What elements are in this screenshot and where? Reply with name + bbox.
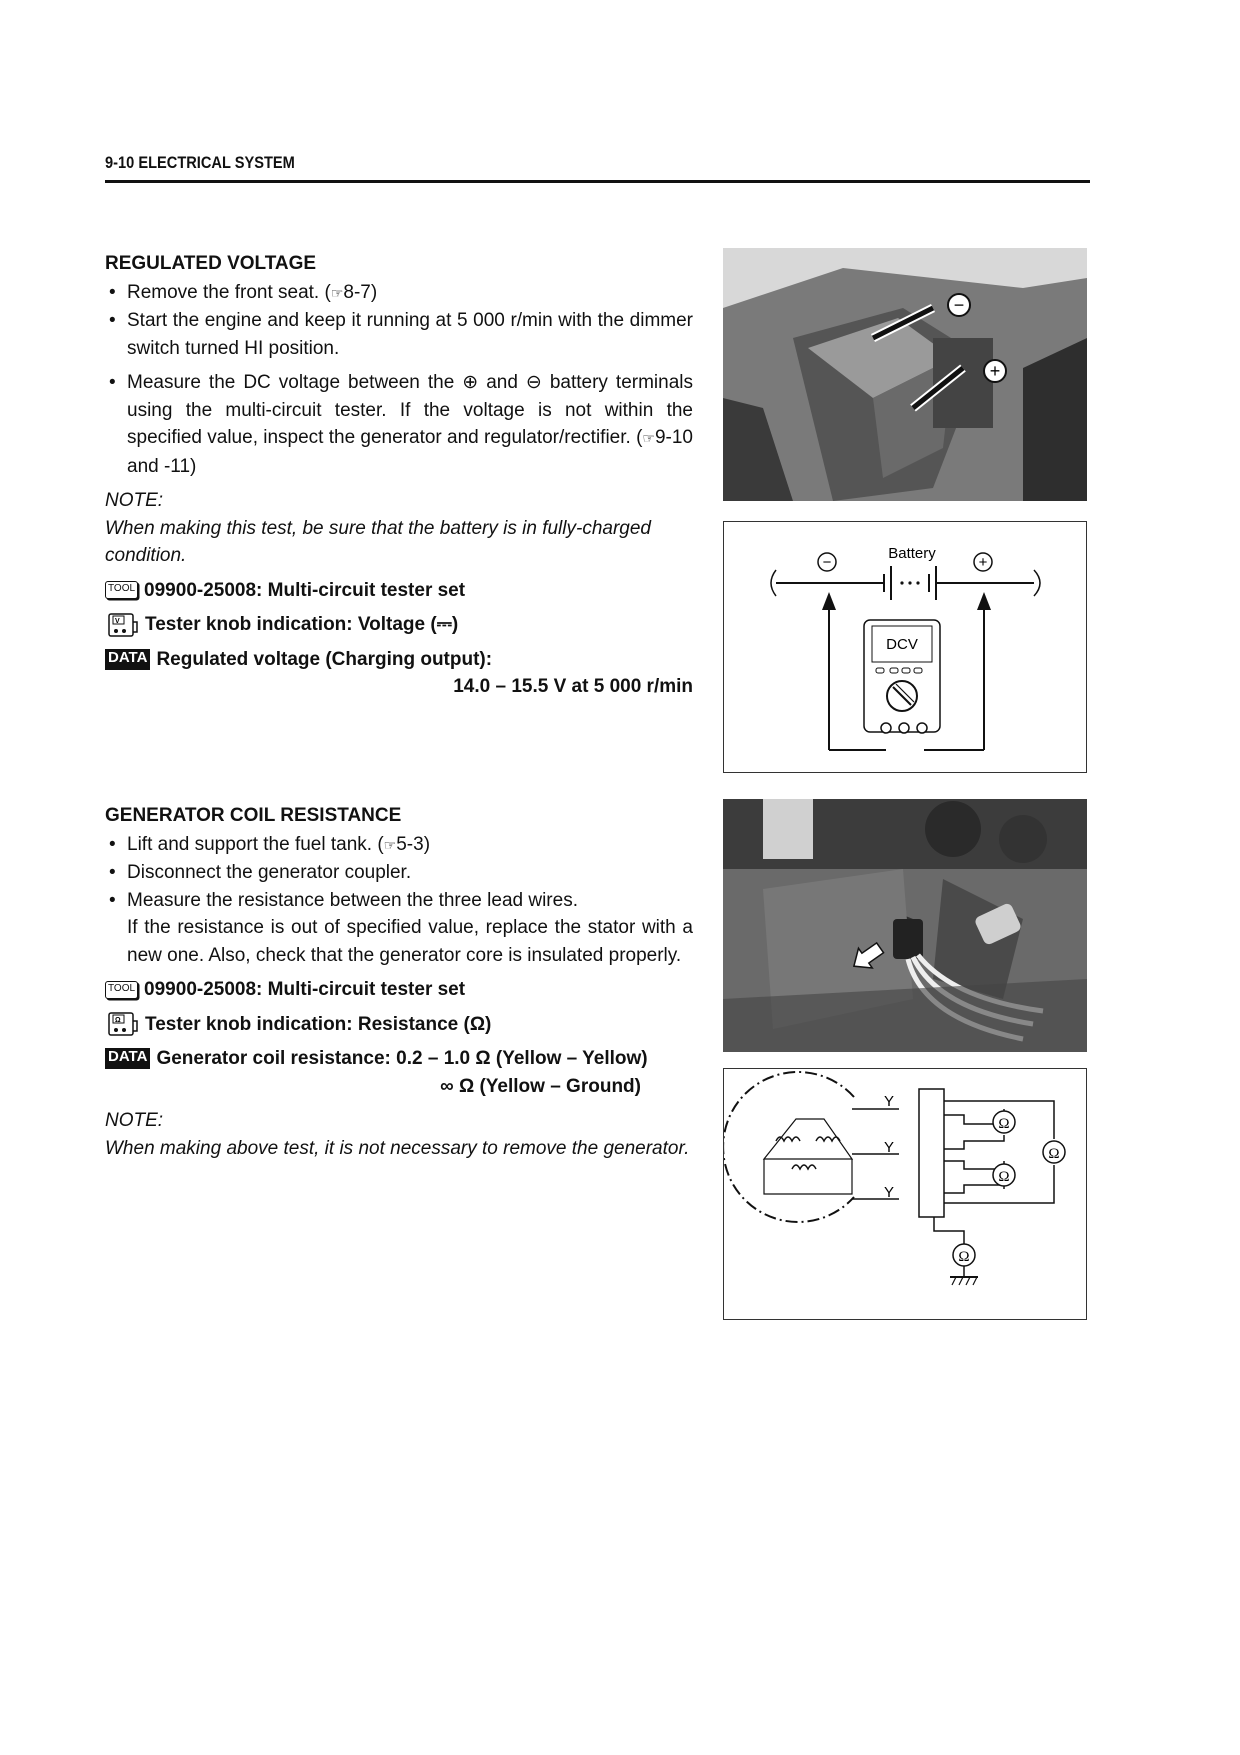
header-rule — [105, 180, 1090, 183]
section-title: GENERATOR COIL RESISTANCE — [105, 805, 402, 826]
meter-label: DCV — [886, 636, 918, 653]
data-line: DATA Generator coil resistance: 0.2 – 1.0 Ω (Yellow – Yellow) — [105, 1045, 693, 1073]
minus-label: − — [953, 295, 965, 315]
ohm-meter-3: Ω — [1048, 1146, 1060, 1162]
note-text: When making above test, it is not necessary to remove the generator. — [105, 1137, 690, 1159]
data-line: DATA Regulated voltage (Charging output): — [105, 646, 693, 674]
data-icon: DATA — [105, 1048, 150, 1069]
coil-resistance-diagram — [723, 1068, 1087, 1320]
svg-text:Ω: Ω — [115, 1017, 121, 1025]
header-title: 9-10 ELECTRICAL SYSTEM — [105, 153, 295, 172]
tester-knob-icon — [105, 612, 139, 638]
knob-line: Ω Tester knob indication: Resistance (Ω) — [105, 1011, 693, 1039]
battery-photo — [723, 248, 1087, 501]
ohm-meter-1: Ω — [998, 1116, 1010, 1132]
note-label: NOTE: — [105, 1110, 164, 1131]
note-text: When making this test, be sure that the battery is in fully-charged condition. — [105, 517, 651, 566]
tool-line: TOOL 09900-25008: Multi-circuit tester set — [105, 976, 693, 1004]
section-generator-coil — [105, 802, 693, 1162]
generator-coupler-photo-illustration — [723, 799, 1087, 1052]
list-item: • Disconnect the generator coupler. — [105, 859, 693, 887]
paragraph: If the resistance is out of specified value, replace the stator with a new one. Also, check that the generator core is insulated properly. — [127, 917, 693, 966]
voltage-test-diagram-svg — [724, 522, 1086, 772]
svg-text:V: V — [115, 617, 120, 625]
spec-value: ∞ Ω (Yellow – Ground) — [440, 1075, 641, 1097]
section-title: REGULATED VOLTAGE — [105, 253, 317, 274]
battery-label: Battery — [888, 545, 936, 562]
plus-label: + — [989, 361, 1001, 381]
dc-symbol-icon: ⎓ — [436, 614, 452, 635]
generator-coupler-photo — [723, 799, 1087, 1052]
tool-icon: TOOL — [105, 981, 138, 999]
lead-y2: Y — [884, 1139, 895, 1156]
list-item: • Measure the DC voltage between the ⊕ and ⊖ battery terminals using the multi-circuit tester. If the voltage is not within the specified value, inspect the generator and regulator/rectifier. (☞9-10 and -11) — [105, 369, 693, 480]
list-item: • Lift and support the fuel tank. (☞5-3) — [105, 831, 693, 860]
lead-y3: Y — [884, 1184, 895, 1201]
section-regulated-voltage — [105, 250, 693, 701]
tool-icon: TOOL — [105, 581, 138, 599]
reference-pointer-icon: ☞ — [642, 430, 655, 446]
minus-terminal-icon: ⊖ — [525, 372, 542, 393]
reference-pointer-icon: ☞ — [330, 284, 344, 301]
spec-value: 14.0 – 15.5 V at 5 000 r/min — [453, 676, 693, 697]
lead-y1: Y — [884, 1093, 895, 1110]
data-icon: DATA — [105, 649, 150, 670]
plus-terminal-icon: ⊕ — [462, 372, 479, 393]
ohm-meter-ground: Ω — [958, 1249, 970, 1265]
ohm-meter-2: Ω — [998, 1169, 1010, 1185]
tester-knob-icon — [105, 1011, 139, 1037]
battery-photo-illustration — [723, 248, 1087, 501]
reference-pointer-icon: ☞ — [383, 836, 397, 853]
tool-line: TOOL 09900-25008: Multi-circuit tester set — [105, 577, 693, 605]
page-header — [105, 153, 1090, 173]
note-label: NOTE: — [105, 490, 164, 511]
voltage-test-diagram — [723, 521, 1087, 773]
minus-label: − — [822, 554, 832, 571]
list-item: • Start the engine and keep it running at 5 000 r/min with the dimmer switch turned HI position. — [105, 307, 693, 362]
coil-resistance-diagram-svg — [724, 1069, 1086, 1319]
list-item: • Measure the resistance between the three lead wires. — [105, 887, 693, 915]
list-item: • Remove the front seat. (☞8-7) — [105, 279, 693, 308]
plus-label: + — [978, 554, 988, 571]
knob-line: V Tester knob indication: Voltage ( ⎓ ) — [105, 611, 693, 639]
